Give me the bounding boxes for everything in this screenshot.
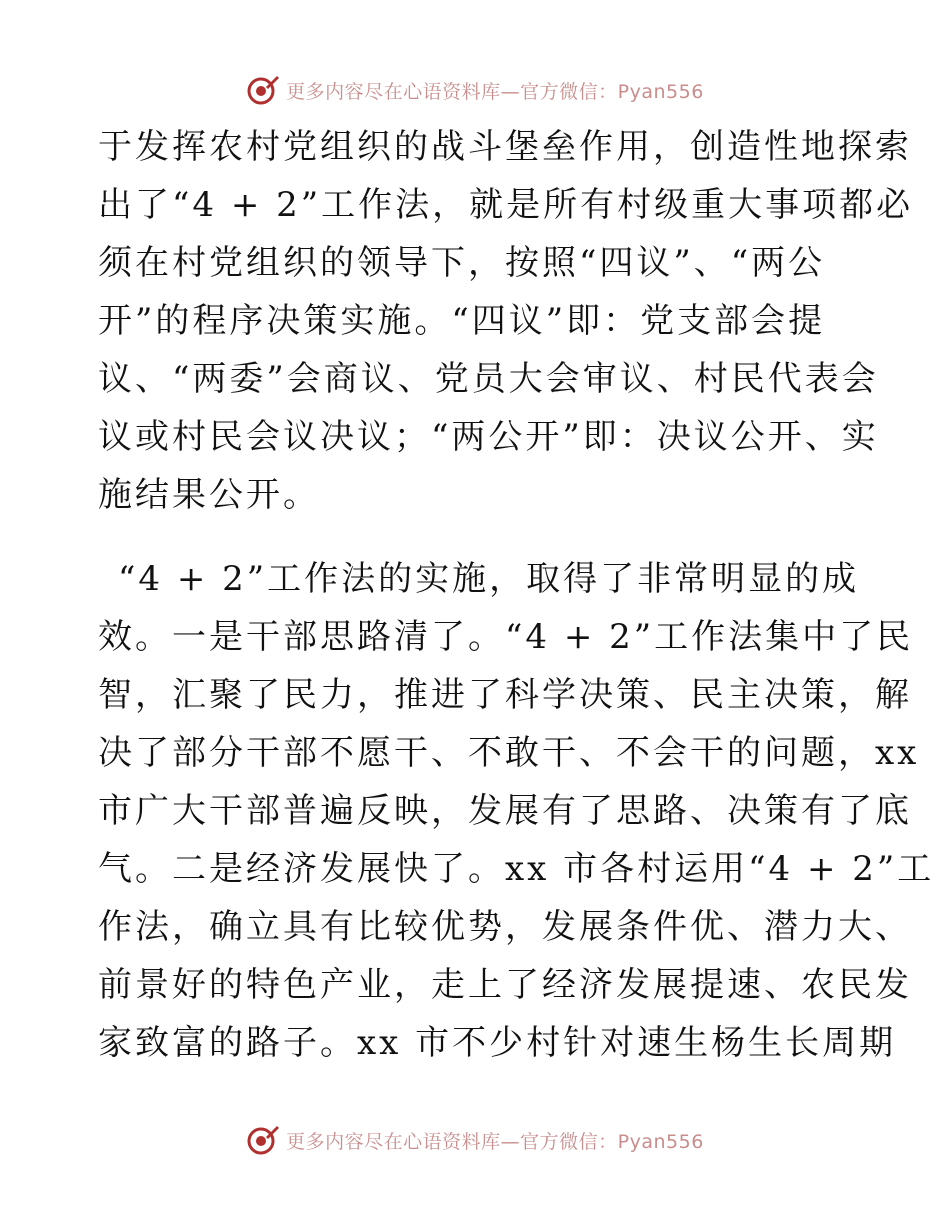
- text-line: 家致富的路子。xx 市不少村针对速生杨生长周期: [98, 1023, 897, 1063]
- text-line: 出了“4 + 2”工作法，就是所有村级重大事项都必: [98, 185, 914, 225]
- text-line: 前景好的特色产业，走上了经济发展提速、农民发: [98, 965, 912, 1005]
- text-line: 气。二是经济发展快了。xx 市各村运用“4 + 2”工: [98, 849, 935, 889]
- header-banner-text: 更多内容尽在心语资料库—官方微信：Pyan556: [286, 80, 704, 103]
- text-line: 智，汇聚了民力，推进了科学决策、民主决策，解: [98, 675, 912, 715]
- text-line: 开”的程序决策实施。“四议”即：党支部会提: [98, 301, 826, 341]
- footer-banner: [0, 1122, 950, 1158]
- paragraph-1: [98, 118, 914, 524]
- text-line: 议或村民会议决议；“两公开”即：决议公开、实: [98, 417, 879, 457]
- text-line: 须在村党组织的领导下，按照“四议”、“两公: [98, 243, 826, 283]
- document-body: [98, 118, 935, 1072]
- pen-circle-logo-icon: [246, 73, 280, 107]
- text-line: 作法，确立具有比较优势，发展条件优、潜力大、: [98, 907, 912, 947]
- text-line: “4 + 2”工作法的实施，取得了非常明显的成: [118, 559, 860, 599]
- paragraph-2: [98, 550, 935, 1072]
- footer-banner-text: 更多内容尽在心语资料库—官方微信：Pyan556: [286, 1130, 704, 1153]
- text-line: 效。一是干部思路清了。“4 + 2”工作法集中了民: [98, 617, 914, 657]
- pen-circle-logo-icon: [246, 1123, 280, 1157]
- text-line: 市广大干部普遍反映，发展有了思路、决策有了底: [98, 791, 912, 831]
- header-banner: [0, 72, 950, 108]
- paragraph-gap: [98, 524, 858, 550]
- text-line: 于发挥农村党组织的战斗堡垒作用，创造性地探索: [98, 127, 912, 167]
- text-line: 议、“两委”会商议、党员大会审议、村民代表会: [98, 359, 879, 399]
- text-line: 施结果公开。: [98, 475, 320, 515]
- text-line: 决了部分干部不愿干、不敢干、不会干的问题，xx: [98, 733, 920, 773]
